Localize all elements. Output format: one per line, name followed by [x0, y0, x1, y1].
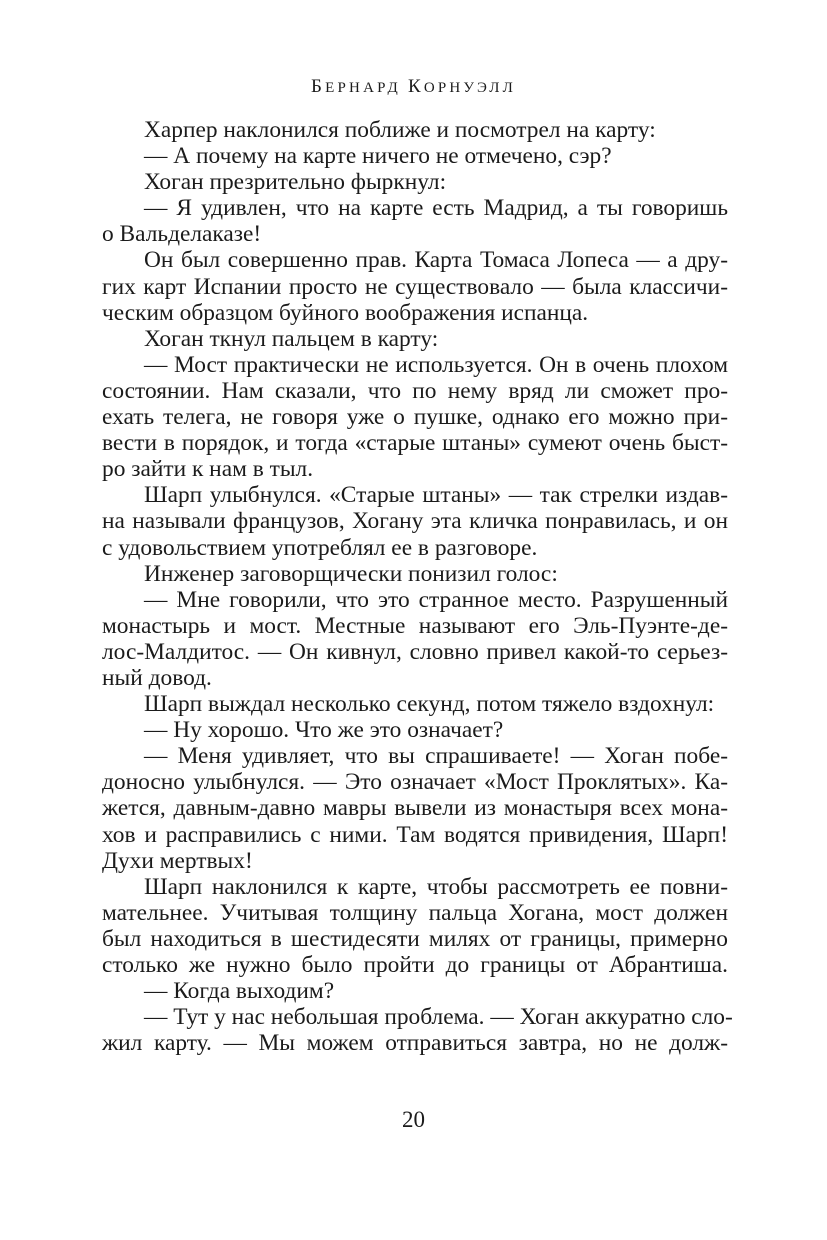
text-line: Духи мертвых! — [102, 847, 253, 874]
text-line: Харпер наклонился поближе и посмотрел на карту: — [144, 117, 656, 143]
text-line: Шарп улыбнулся. «Старые штаны» — так стрелки издав- — [144, 482, 728, 509]
text-line: с удовольствием употреблял ее в разговоре. — [102, 534, 538, 561]
page-number: 20 — [402, 1107, 425, 1132]
text-line: жется, давным-давно мавры вывели из монастыря всех мона- — [102, 795, 728, 822]
text-line: Шарп выждал несколько секунд, потом тяжело вздохнул: — [144, 691, 715, 718]
text-line: на называли французов, Хогану эта кличка понравилась, и он — [102, 508, 728, 535]
text-line: — Мост практически не используется. Он в очень плохом — [144, 351, 728, 378]
text-line: Он был совершенно прав. Карта Томаса Лопеса — а дру- — [144, 247, 728, 274]
text-line: был находиться в шестидесяти милях от границы, примерно — [102, 925, 728, 952]
text-line: хов и расправились с ними. Там водятся привидения, Шарп! — [102, 821, 728, 848]
text-line: ческим образцом буйного воображения испанца. — [102, 299, 589, 326]
text-line: — Мне говорили, что это странное место. Разрушенный — [144, 586, 728, 613]
text-line: ехать телега, не говоря уже о пушке, однако его можно при- — [102, 404, 728, 431]
text-line: мательнее. Учитывая толщину пальца Хогана, мост должен — [102, 899, 728, 926]
text-line: вести в порядок, и тогда «старые штаны» сумеют очень быст- — [102, 430, 728, 457]
text-line: монастырь и мост. Местные называют его Эль-Пуэнте-де- — [102, 612, 728, 639]
text-line: — Когда выходим? — [144, 978, 335, 1005]
text-line: Инженер заговорщически понизил голос: — [144, 560, 558, 587]
text-line: Хоган презрительно фыркнул: — [144, 169, 447, 196]
text-line: лос-Малдитос. — Он кивнул, словно привел какой-то серьез- — [102, 638, 728, 665]
running-head-text: БЕРНАРД КОРНУЭЛЛ — [311, 76, 516, 97]
text-line: Шарп наклонился к карте, чтобы рассмотреть ее повни- — [144, 873, 728, 900]
text-line: — А почему на карте ничего не отмечено, сэр? — [144, 143, 612, 170]
text-line: состоянии. Нам сказали, что по нему вряд ли сможет про- — [102, 377, 728, 404]
text-line: — Тут у нас небольшая проблема. — Хоган аккуратно сло- — [144, 1004, 733, 1031]
running-head — [0, 74, 827, 100]
text-line: Хоган ткнул пальцем в карту: — [144, 325, 439, 352]
text-line: — Меня удивляет, что вы спрашиваете! — Хоган побе- — [144, 743, 728, 770]
body-text — [102, 117, 733, 1057]
text-line: ный довод. — [102, 664, 212, 691]
text-line: доносно улыбнулся. — Это означает «Мост Проклятых». Ка- — [102, 769, 728, 796]
text-line: столько же нужно было пройти до границы от Абрантиша. — [102, 952, 728, 978]
text-line: гих карт Испании просто не существовало — была классичи- — [102, 273, 728, 300]
text-line: — Я удивлен, что на карте есть Мадрид, а ты говоришь — [144, 195, 728, 222]
text-line: — Ну хорошо. Что же это означает? — [144, 717, 504, 744]
text-line: ро зайти к нам в тыл. — [102, 456, 314, 483]
text-line: о Вальделаказе! — [102, 221, 262, 248]
text-line: жил карту. — Мы можем отправиться завтра, но не долж- — [102, 1030, 728, 1057]
